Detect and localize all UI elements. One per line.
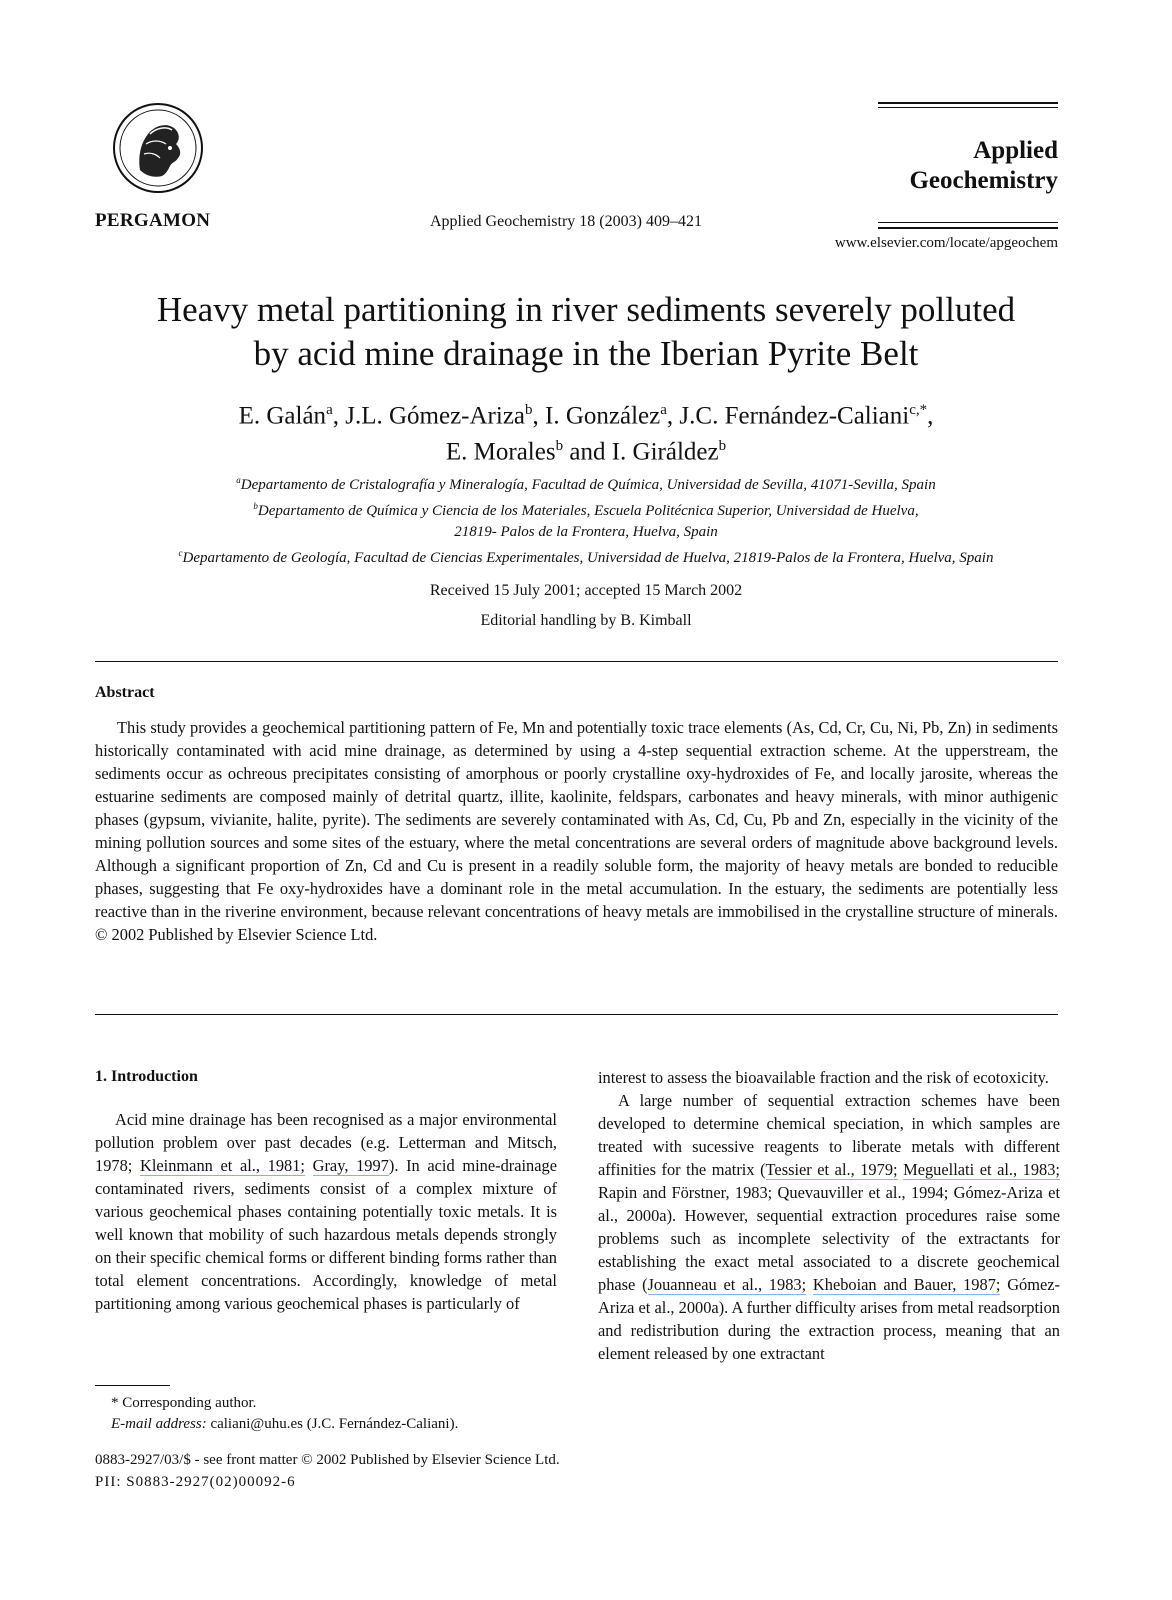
publisher-name: PERGAMON: [95, 210, 211, 231]
affiliation-b: [60, 496, 1112, 522]
journal-rule-bottom-thin: [878, 222, 1058, 223]
article-history: [60, 576, 1112, 636]
text-run: Gómez-Ariza et al., 2000a). A further difficulty arises from metal readsorption and redistribution during the extraction process, meaning that an element released by one extractant: [598, 1275, 1060, 1363]
author-name: E. Morales: [445, 438, 556, 466]
journal-title: [878, 136, 1058, 196]
citation-link[interactable]: Kleinmann et al., 1981;: [140, 1156, 305, 1175]
text-run: [305, 1156, 313, 1175]
pii-line: PII: S0883-2927(02)00092-6: [95, 1474, 296, 1490]
footnote-rule: [95, 1385, 170, 1386]
journal-rule-bottom: [878, 227, 1058, 229]
affiliation-c: [60, 543, 1112, 569]
author-name: I. Giráldez: [611, 438, 719, 466]
author-affiliation-mark: c,*: [909, 402, 928, 418]
intro-paragraph-1: [95, 1108, 557, 1315]
abstract-text: This study provides a geochemical partitioning pattern of Fe, Mn and potentially toxic trace elements (As, Cd, Cr, Cu, Ni, Pb, Zn) in sediments historically contaminated with acid mine drainage, as determined by using a 4-step sequential extraction scheme. At the upperstream, the sediments occur as ochreous precipitates consisting of amorphous or poorly crystalline oxy-hydroxides of Fe, and locally jarosite, whereas the estuarine sediments are composed mainly of detrital quartz, illite, kaolinite, feldspars, carbonates and heavy minerals, with minor authigenic phases (gypsum, vivianite, halite, pyrite). The sediments are severely contaminated with As, Cd, Cu, Pb and Zn, especially in the vicinity of the mining pollution sources and some sites of the estuary, where the metal concentrations are several orders of magnitude above background levels. Although a significant proportion of Zn, Cd and Cu is present in a readily soluble form, the majority of heavy metals are bonded to reducible phases, suggesting that Fe oxy-hydroxides have a dominant role in the metal accumulation. In the estuary, the sediments are potentially less reactive than in the riverine environment, because relevant concentrations of heavy metals are immobilised in the crystalline structure of minerals. © 2002 Published by Elsevier Science Ltd.: [95, 718, 1058, 944]
footnote: [95, 1393, 458, 1435]
section-heading-introduction: 1. Introduction: [95, 1068, 198, 1085]
author-separator: and: [563, 438, 612, 466]
intro-paragraph-continued: interest to assess the bioavailable fraction and the risk of ecotoxicity.: [598, 1068, 1049, 1087]
affiliation-text: 21819- Palos de la Frontera, Huelva, Spain: [454, 524, 718, 540]
journal-citation: Applied Geochemistry 18 (2003) 409–421: [430, 213, 702, 230]
abstract-rule-bottom: [95, 1014, 1058, 1015]
text-run: [806, 1275, 813, 1294]
author-affiliation-mark: b: [555, 438, 564, 455]
author-separator: ,: [332, 402, 346, 430]
affiliation-b-cont: [60, 522, 1112, 543]
article-title: [60, 288, 1112, 376]
intro-paragraph-2: [598, 1089, 1060, 1365]
author-separator: ,: [927, 402, 934, 430]
editorial-handling: Editorial handling by B. Kimball: [480, 612, 692, 629]
affiliation-mark: c: [178, 548, 183, 558]
text-run: Acid mine drainage has been recognised as a major environmental pollution problem over past decades (e.g. Letterman and Mitsch, 1978;: [95, 1110, 557, 1175]
abstract-rule-top: [95, 661, 1058, 662]
right-column: [598, 1066, 1060, 1365]
author-affiliation-mark: b: [718, 438, 727, 455]
author-name: J.C. Fernández-Caliani: [679, 402, 910, 430]
citation-link[interactable]: Jouanneau et al., 1983;: [647, 1275, 807, 1294]
email-address[interactable]: caliani@uhu.es (J.C. Fernández-Caliani).: [206, 1416, 459, 1432]
journal-url-link[interactable]: www.elsevier.com/locate/apgeochem: [834, 235, 1058, 251]
journal-rule-top-thin: [878, 107, 1058, 108]
article-title-line2: by acid mine drainage in the Iberian Pyrite Belt: [253, 334, 919, 373]
journal-title-line2: Geochemistry: [909, 167, 1058, 194]
affiliation-mark: a: [236, 475, 241, 485]
author-name: E. Galán: [238, 402, 327, 430]
article-title-line1: Heavy metal partitioning in river sediments severely polluted: [156, 290, 1016, 329]
left-column: [95, 1108, 557, 1315]
citation-link[interactable]: Meguellati et al., 1983;: [903, 1160, 1060, 1179]
affiliation-mark: b: [253, 501, 258, 511]
email-label: E-mail address:: [111, 1416, 207, 1432]
affiliations: [60, 470, 1112, 569]
author-separator: ,: [532, 402, 546, 430]
affiliation-a: [60, 470, 1112, 496]
citation-link[interactable]: Tessier et al., 1979;: [765, 1160, 898, 1179]
footnote-email: [95, 1414, 458, 1435]
author-name: I. González: [545, 402, 661, 430]
author-line-1: [60, 395, 1112, 431]
author-affiliation-mark: a: [326, 402, 333, 418]
copyright-line: 0883-2927/03/$ - see front matter © 2002 Published by Elsevier Science Ltd.: [95, 1452, 560, 1468]
author-list: [60, 395, 1112, 468]
affiliation-text: Departamento de Cristalografía y Mineralogía, Facultad de Química, Universidad de Sevilla, 41071-Sevilla, Spain: [240, 477, 936, 493]
author-line-2: [60, 431, 1112, 467]
front-matter: [95, 1449, 560, 1493]
author-separator: ,: [666, 402, 680, 430]
text-run: Rapin and Förstner, 1983; Quevauviller et al., 1994; Gómez-Ariza et al., 2000a). However, sequential extraction procedures raise some problems such as incomplete selectivity of the extractants for establishing the exact metal associated to a discrete geochemical phase (: [598, 1183, 1060, 1294]
author-name: J.L. Gómez-Ariza: [345, 402, 526, 430]
received-dates: Received 15 July 2001; accepted 15 March 2002: [429, 582, 743, 599]
citation-link[interactable]: Kheboian and Bauer, 1987;: [812, 1275, 1001, 1294]
affiliation-text: Departamento de Química y Ciencia de los Materiales, Escuela Politécnica Superior, Universidad de Huelva,: [257, 503, 919, 519]
journal-rule-top: [878, 102, 1058, 104]
pergamon-logo-icon: [110, 100, 206, 196]
journal-title-line1: Applied: [973, 137, 1058, 164]
author-affiliation-mark: b: [525, 402, 533, 418]
citation-link[interactable]: Gray, 1997: [312, 1156, 389, 1175]
author-affiliation-mark: a: [660, 402, 667, 418]
text-run: ). In acid mine-drainage contaminated rivers, sediments consist of a complex mixture of various geochemical phases containing potentially toxic metals. It is well known that mobility of such hazardous metals depends strongly on their specific chemical forms or different binding forms rather than total element concentrations. Accordingly, knowledge of metal partitioning among various geochemical phases is particularly of: [95, 1156, 557, 1313]
abstract-heading: Abstract: [95, 684, 155, 701]
affiliation-text: Departamento de Geología, Facultad de Ciencias Experimentales, Universidad de Huelva, 21819-Palos de la Frontera, Huelva, Spain: [182, 550, 994, 566]
text-run: A large number of sequential extraction schemes have been developed to determine chemical speciation, in which samples are treated with sucessive reagents to liberate metals with different affinities for the matrix (: [598, 1091, 1060, 1179]
footnote-corresponding: * Corresponding author.: [111, 1395, 257, 1411]
